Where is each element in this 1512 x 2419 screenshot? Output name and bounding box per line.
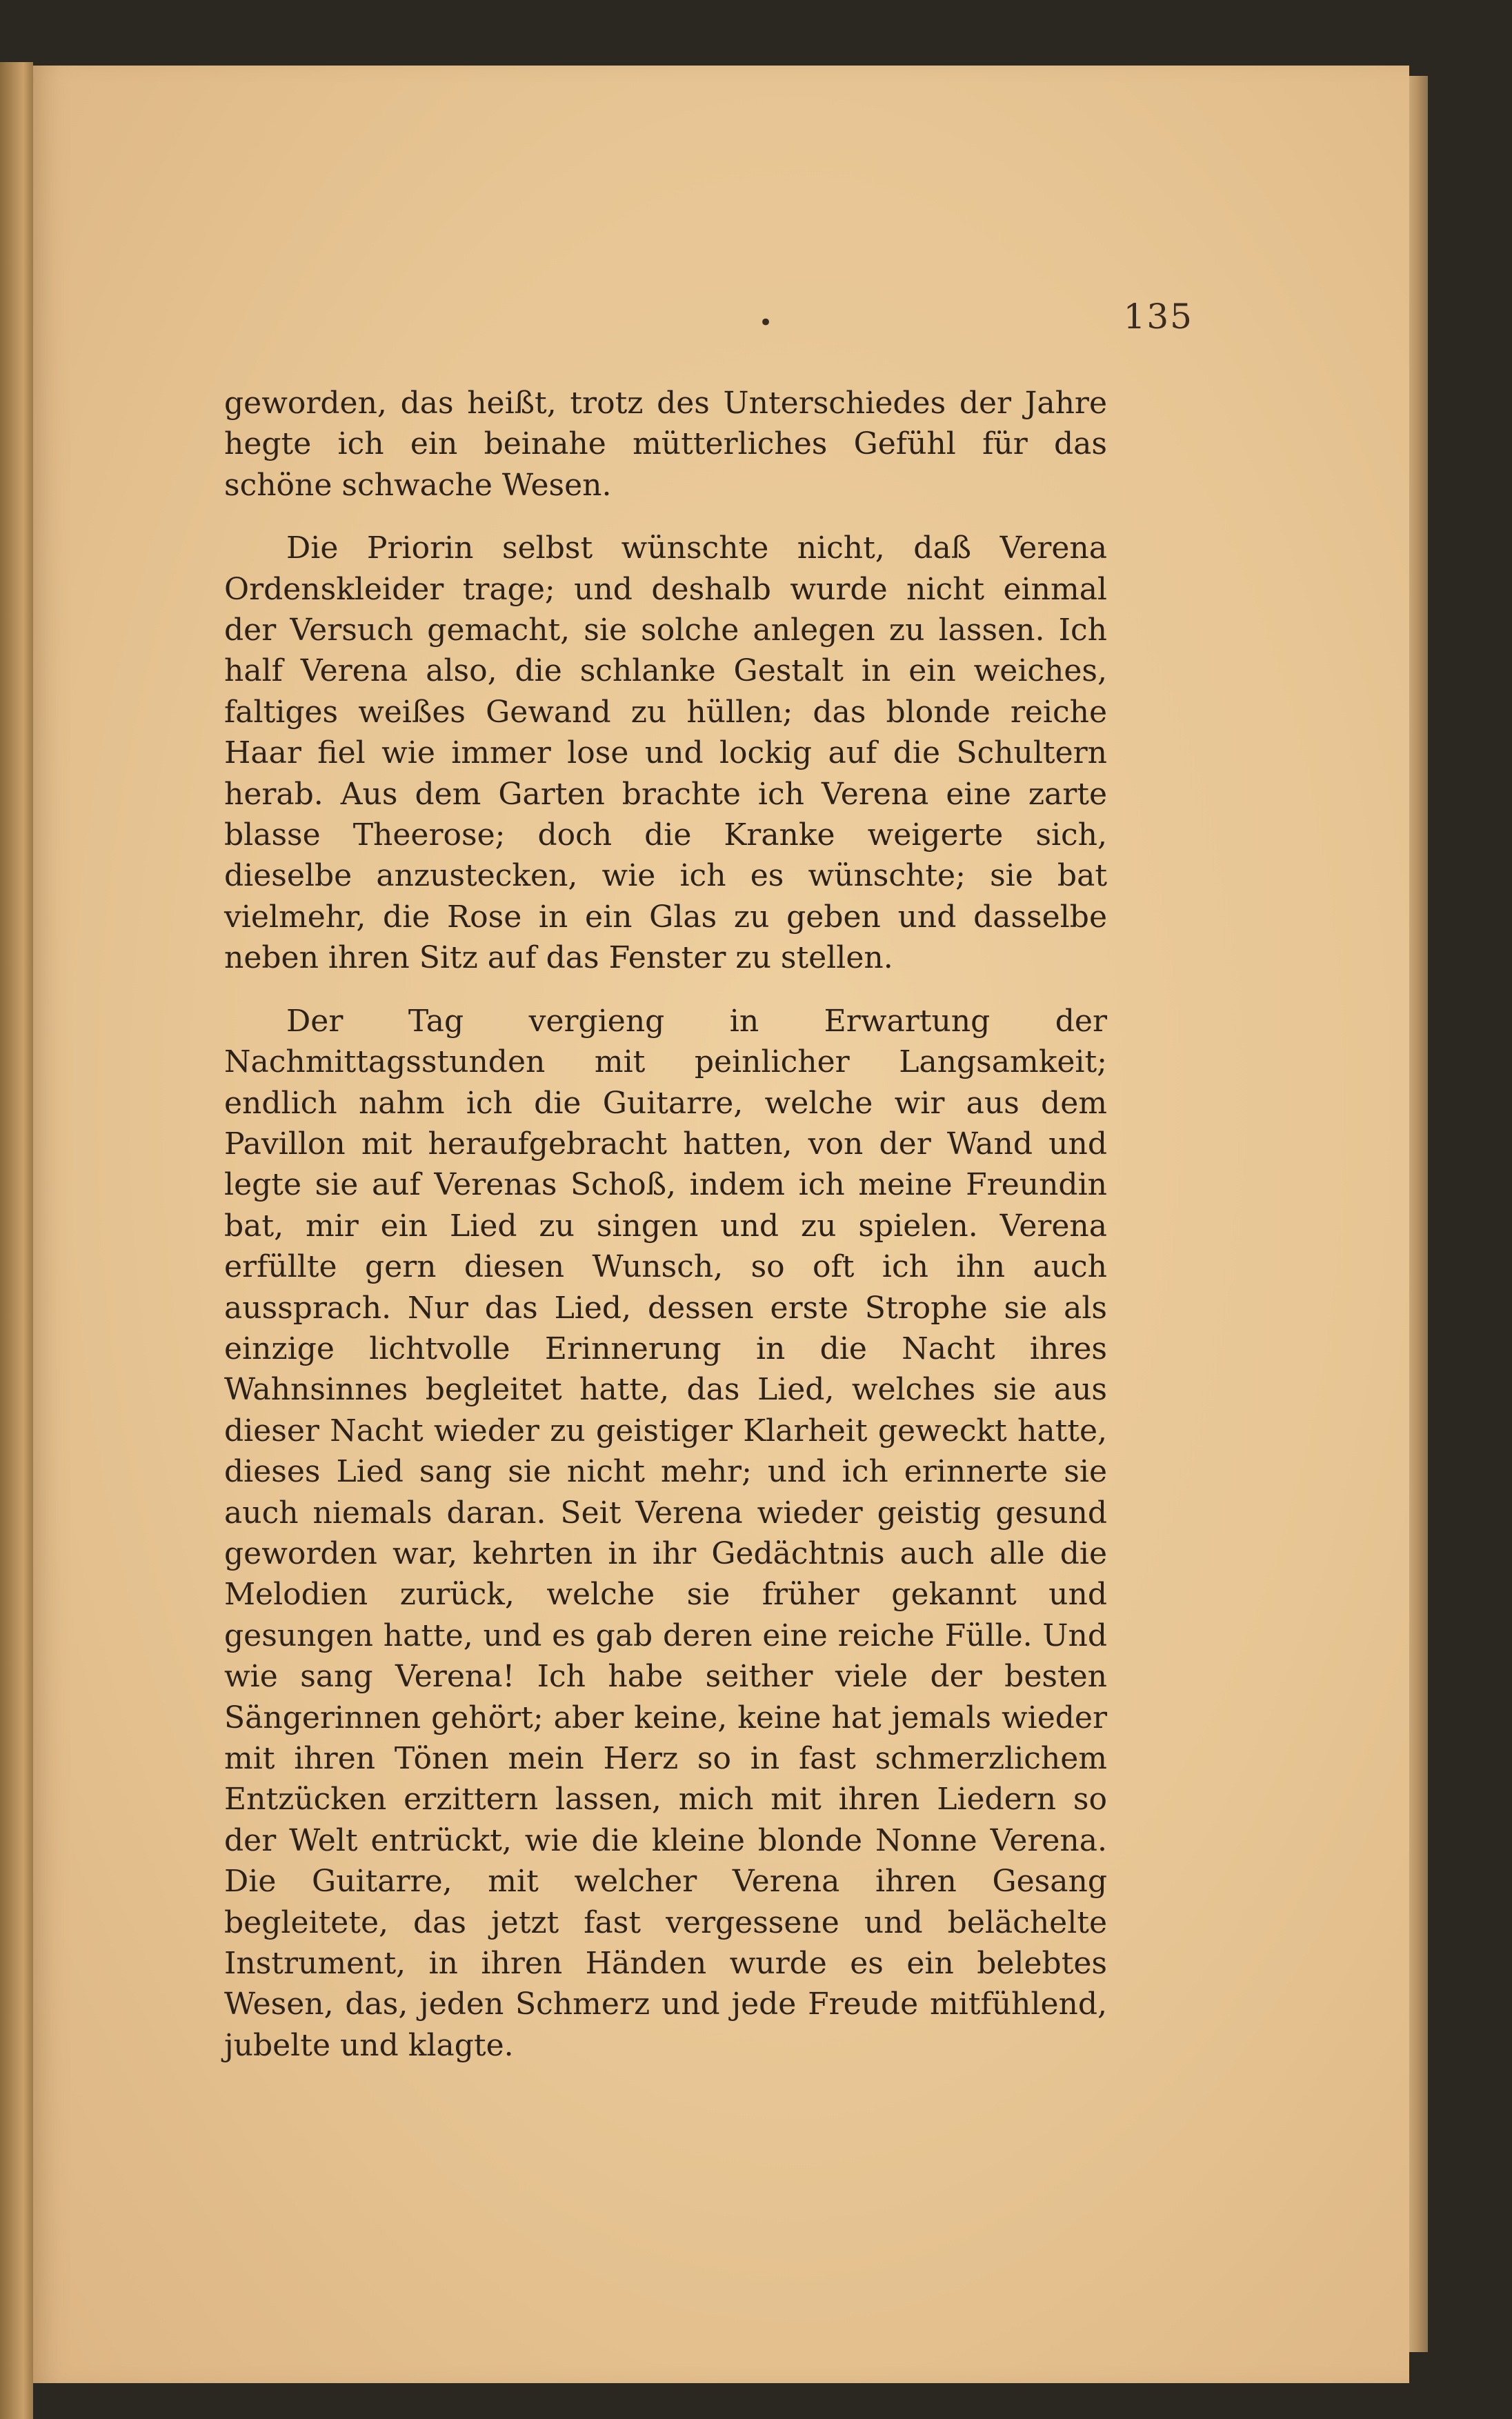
body-text — [224, 383, 1107, 2066]
left-page-edge — [0, 62, 33, 2419]
page-mark: • — [759, 309, 773, 337]
paragraph-1: geworden, das heißt, trotz des Unterschiedes der Jahre hegte ich ein beinahe mütterliches Gefühl für das schöne schwache Wesen. — [224, 386, 1107, 503]
paragraph-3: Der Tag vergieng in Erwartung der Nachmittagsstunden mit peinlicher Langsamkeit; endlich nahm ich die Guitarre, welche wir aus dem Pavillon mit heraufgebracht hatten, von der Wand und legte sie auf Verenas Schoß, indem ich meine Freundin bat, mir ein Lied zu singen und zu spielen. Verena erfüllte gern diesen Wunsch, so oft ich ihn auch aussprach. Nur das Lied, dessen erste Strophe sie als einzige lichtvolle Erinnerung in die Nacht ihres Wahnsinnes begleitet hatte, das Lied, welches sie aus dieser Nacht wieder zu geistiger Klarheit geweckt hatte, dieses Lied sang sie nicht mehr; und ich erinnerte sie auch niemals daran. Seit Verena wieder geistig gesund geworden war, kehrten in ihr Gedächtnis auch alle die Melodien zurück, welche sie früher gekannt und gesungen hatte, und es gab deren eine reiche Fülle. Und wie sang Verena! Ich habe seither viele der besten Sängerinnen gehört; aber keine, keine hat jemals wieder mit ihren Tönen mein Herz so in fast schmerzlichem Entzücken erzittern lassen, mich mit ihren Liedern so der Welt entrückt, wie die kleine blonde Nonne Verena. Die Guitarre, mit welcher Verena ihren Gesang begleitete, das jetzt fast vergessene und belächelte Instrument, in ihren Händen wurde es ein belebtes Wesen, das, jeden Schmerz und jede Freude mitfühlend, jubelte und klagte. — [224, 1003, 1107, 2063]
page-number: 135 — [1123, 297, 1193, 337]
paragraph-2: Die Priorin selbst wünschte nicht, daß Verena Ordenskleider trage; und deshalb wurde nicht einmal der Versuch gemacht, sie solche anlegen zu lassen. Ich half Verena also, die schlanke Gestalt in ein weiches, faltiges weißes Gewand zu hüllen; das blonde reiche Haar fiel wie immer lose und lockig auf die Schultern herab. Aus dem Garten brachte ich Verena eine zarte blasse Theerose; doch die Kranke weigerte sich, dieselbe anzustecken, wie ich es wünschte; sie bat vielmehr, die Rose in ein Glas zu geben und dasselbe neben ihren Sitz auf das Fenster zu stellen. — [224, 530, 1107, 976]
